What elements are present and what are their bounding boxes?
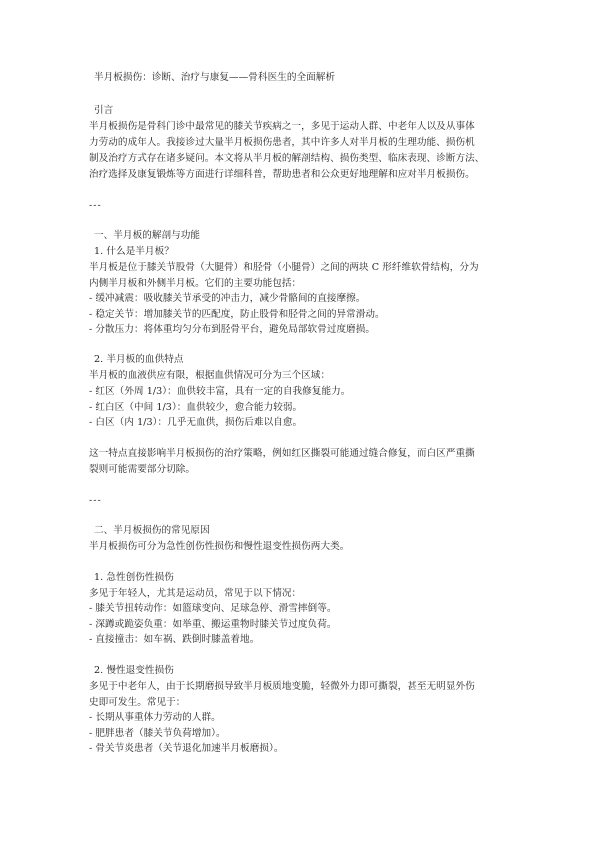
- subsection-heading: 2. 慢性退变性损伤: [94, 665, 174, 676]
- paragraph-line: 制及治疗方式存在诸多疑问。本文将从半月板的解剖结构、损伤类型、临床表现、诊断方法、: [89, 153, 485, 164]
- paragraph-line: 治疗选择及康复锻炼等方面进行详细科普，帮助患者和公众更好地理解和应对半月板损伤。: [89, 169, 475, 180]
- list-item: - 深蹲或跪姿负重：如举重、搬运重物时膝关节过度负荷。: [89, 619, 337, 630]
- list-item: - 红区（外周 1/3）：血供较丰富，具有一定的自我修复能力。: [89, 386, 351, 397]
- paragraph-line: 裂则可能需要部分切除。: [89, 464, 196, 475]
- paragraph-line: 这一特点直接影响半月板损伤的治疗策略，例如红区撕裂可能通过缝合修复，而白区严重撕: [89, 448, 475, 459]
- list-item: - 红白区（中间 1/3）：血供较少，愈合能力较弱。: [89, 402, 303, 413]
- paragraph-line: 多见于中老年人，由于长期磨损导致半月板质地变脆，轻微外力即可撕裂，甚至无明显外伤: [89, 681, 475, 692]
- paragraph-line: 内侧半月板和外侧半月板。它们的主要功能包括：: [89, 278, 302, 289]
- list-item: - 长期从事重体力劳动的人群。: [89, 712, 221, 723]
- paragraph-line: 半月板损伤可分为急性创伤性损伤和慢性退变性损伤两大类。: [89, 541, 350, 552]
- list-item: - 骨关节炎患者（关节退化加速半月板磨损）。: [89, 743, 284, 754]
- section-heading: 一、半月板的解剖与功能: [94, 230, 201, 241]
- subsection-heading: 1. 急性创伤性损伤: [94, 572, 174, 583]
- paragraph-line: 多见于年轻人，尤其是运动员，常见于以下情况：: [89, 588, 302, 599]
- subsection-heading: 2. 半月板的血供特点: [94, 354, 184, 365]
- list-item: - 分散压力：将体重均匀分布到胫骨平台，避免局部软骨过度磨损。: [89, 324, 376, 335]
- document-title: 半月板损伤：诊断、治疗与康复——骨科医生的全面解析: [94, 72, 336, 83]
- list-item: - 膝关节扭转动作：如篮球变向、足球急停、滑雪摔倒等。: [89, 603, 337, 614]
- paragraph-line: 半月板损伤是骨科门诊中最常见的膝关节疾病之一，多见于运动人群、中老年人以及从事体: [89, 121, 475, 132]
- intro-heading: 引言: [94, 105, 114, 116]
- separator: ---: [89, 200, 102, 211]
- paragraph-line: 力劳动的成年人。我接诊过大量半月板损伤患者，其中许多人对半月板的生理功能、损伤机: [89, 137, 475, 148]
- list-item: - 白区（内 1/3）：几乎无血供，损伤后难以自愈。: [89, 417, 303, 428]
- subsection-heading: 1. 什么是半月板？: [94, 246, 174, 257]
- paragraph-line: 半月板是位于膝关节股骨（大腿骨）和胫骨（小腿骨）之间的两块 C 形纤维软骨结构，分为: [89, 262, 479, 273]
- list-item: - 直接撞击：如车祸、跌倒时膝盖着地。: [89, 634, 260, 645]
- list-item: - 缓冲减震：吸收膝关节承受的冲击力，减少骨骼间的直接摩擦。: [89, 293, 366, 304]
- section-heading: 二、半月板损伤的常见原因: [94, 525, 210, 536]
- list-item: - 肥胖患者（膝关节负荷增加）。: [89, 728, 226, 739]
- separator: ---: [89, 495, 102, 506]
- list-item: - 稳定关节：增加膝关节的匹配度，防止股骨和胫骨之间的异常滑动。: [89, 309, 385, 320]
- paragraph-line: 史即可发生。常见于：: [89, 697, 186, 708]
- paragraph-line: 半月板的血液供应有限，根据血供情况可分为三个区域：: [89, 370, 331, 381]
